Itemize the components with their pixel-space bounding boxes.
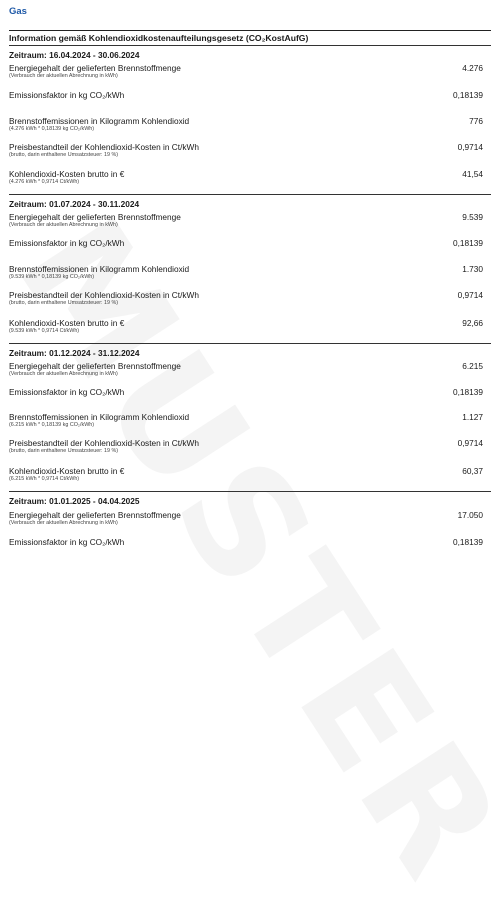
price-note: (brutto, darin enthaltene Umsatzsteuer: 19 %) [9,448,119,454]
divider [9,30,491,31]
factor-label: Emissionsfaktor in kg CO₂/kWh [9,537,125,547]
emissions-row [9,116,483,133]
factor-label: Emissionsfaktor in kg CO₂/kWh [9,387,125,397]
factor-value: 0,18139 [453,90,483,100]
price-note: (brutto, darin enthaltene Umsatzsteuer: 19 %) [9,152,119,158]
emissions-value: 1.127 [462,412,483,422]
energy-label: Energiegehalt der gelieferten Brennstoffmenge [9,510,181,520]
energy-value: 6.215 [462,361,483,371]
price-row [9,290,483,307]
price-label: Preisbestandteil der Kohlendioxid-Kosten in Ct/kWh [9,290,200,300]
energy-label: Energiegehalt der gelieferten Brennstoffmenge [9,212,181,222]
energy-label: Energiegehalt der gelieferten Brennstoffmenge [9,361,181,371]
energy-value: 17.050 [457,510,483,520]
factor-row [9,537,483,547]
cost-label: Kohlendioxid-Kosten brutto in € [9,318,125,328]
price-note: (brutto, darin enthaltene Umsatzsteuer: 19 %) [9,300,119,306]
energy-row [9,212,483,229]
cost-note: (6.215 kWh * 0,9714 Ct/kWh) [9,476,80,482]
factor-label: Emissionsfaktor in kg CO₂/kWh [9,238,125,248]
factor-label: Emissionsfaktor in kg CO₂/kWh [9,90,125,100]
cost-value: 92,66 [462,318,483,328]
energy-note: (Verbrauch der aktuellen Abrechnung in kWh) [9,73,118,79]
factor-row [9,387,483,397]
period-heading: Zeitraum: 01.07.2024 - 30.11.2024 [9,199,140,209]
divider [9,343,491,344]
emissions-note: (4.276 kWh * 0,18139 kg CO₂/kWh) [9,126,95,132]
price-value: 0,9714 [457,438,483,448]
energy-value: 9.539 [462,212,483,222]
price-label: Preisbestandteil der Kohlendioxid-Kosten in Ct/kWh [9,438,200,448]
cost-note: (9.539 kWh * 0,9714 Ct/kWh) [9,328,80,334]
period-heading: Zeitraum: 01.12.2024 - 31.12.2024 [9,348,140,358]
price-value: 0,9714 [457,142,483,152]
divider [9,194,491,195]
period-heading: Zeitraum: 01.01.2025 - 04.04.2025 [9,496,140,506]
factor-value: 0,18139 [453,387,483,397]
factor-row [9,90,483,100]
emissions-note: (9.539 kWh * 0,18139 kg CO₂/kWh) [9,274,95,280]
factor-row [9,238,483,248]
factor-value: 0,18139 [453,238,483,248]
emissions-label: Brennstoffemissionen in Kilogramm Kohlendioxid [9,412,190,422]
cost-row [9,466,483,483]
emissions-value: 776 [469,116,483,126]
energy-row [9,510,483,527]
cost-value: 41,54 [462,169,483,179]
emissions-label: Brennstoffemissionen in Kilogramm Kohlendioxid [9,116,190,126]
page-title: Gas [9,6,27,17]
divider [9,491,491,492]
cost-value: 60,37 [462,466,483,476]
price-value: 0,9714 [457,290,483,300]
energy-value: 4.276 [462,63,483,73]
divider [9,45,491,46]
price-label: Preisbestandteil der Kohlendioxid-Kosten in Ct/kWh [9,142,200,152]
info-heading: Information gemäß Kohlendioxidkostenaufteilungsgesetz (CO₂KostAufG) [9,33,309,43]
cost-row [9,169,483,186]
cost-label: Kohlendioxid-Kosten brutto in € [9,169,125,179]
price-row [9,438,483,455]
period-heading: Zeitraum: 16.04.2024 - 30.06.2024 [9,50,140,60]
emissions-label: Brennstoffemissionen in Kilogramm Kohlendioxid [9,264,190,274]
factor-value: 0,18139 [453,537,483,547]
energy-note: (Verbrauch der aktuellen Abrechnung in kWh) [9,371,118,377]
energy-note: (Verbrauch der aktuellen Abrechnung in kWh) [9,520,118,526]
energy-note: (Verbrauch der aktuellen Abrechnung in kWh) [9,222,118,228]
cost-label: Kohlendioxid-Kosten brutto in € [9,466,125,476]
energy-row [9,63,483,80]
emissions-note: (6.215 kWh * 0,18139 kg CO₂/kWh) [9,422,95,428]
energy-row [9,361,483,378]
emissions-value: 1.730 [462,264,483,274]
cost-note: (4.276 kWh * 0,9714 Ct/kWh) [9,179,80,185]
price-row [9,142,483,159]
energy-label: Energiegehalt der gelieferten Brennstoffmenge [9,63,181,73]
emissions-row [9,264,483,281]
cost-row [9,318,483,335]
emissions-row [9,412,483,429]
